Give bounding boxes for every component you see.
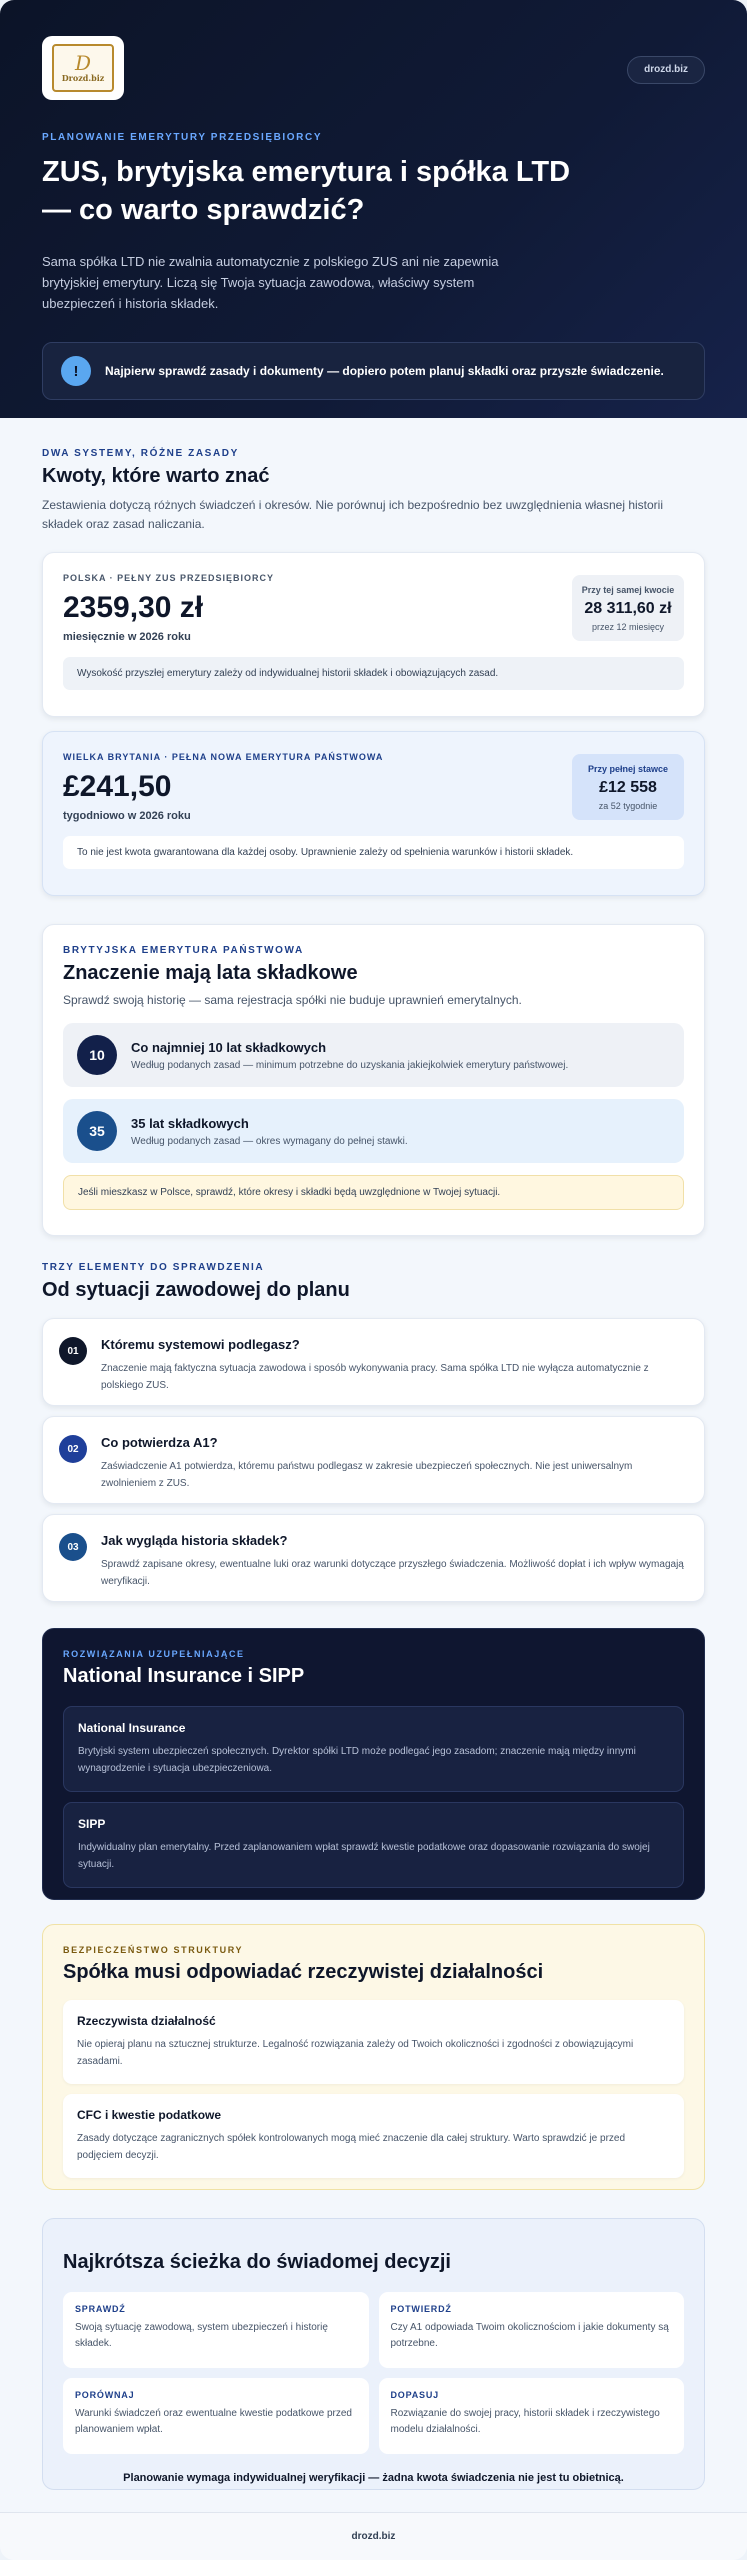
hero-section (0, 0, 747, 418)
path-step-title: PORÓWNAJ (75, 2390, 135, 2400)
safety-section (0, 1924, 747, 2190)
years-item-title: 35 lat składkowych (131, 1115, 249, 1131)
path-step (63, 2292, 369, 2368)
path-card (42, 2218, 705, 2490)
path-step (379, 2292, 685, 2368)
logo[interactable] (42, 36, 124, 100)
step-text: Znaczenie mają faktyczna sytuacja zawodowa i sposób wykonywania pracy. Sama spółka LTD nie wyłącza automatycznie z polskiego ZUS. (101, 1363, 649, 1391)
compare-eyebrow: DWA SYSTEMY, RÓŻNE ZASADY (42, 448, 239, 459)
safety-item-title: CFC i kwestie podatkowe (77, 2108, 222, 2122)
step-number: 03 (59, 1533, 87, 1561)
logo-mark: D (74, 51, 92, 75)
check-step (42, 1416, 705, 1504)
safety-item-text: Nie opieraj planu na sztucznej strukturze. Legalność rozwiązania zależy od Twoich okoliczności i zgodności z obowiązującymi zasadami. (77, 2039, 634, 2067)
safety-item-text: Zasady dotyczące zagranicznych spółek kontrolowanych mogą mieć znaczenie dla całej struktury. Warto sprawdzić je przed podjęciem decyzji. (77, 2133, 626, 2161)
pl-amount: 2359,30 zł (63, 591, 204, 624)
years-card (42, 924, 705, 1236)
step-number: 01 (59, 1337, 87, 1365)
step-title: Któremu systemowi podlegasz? (101, 1337, 300, 1352)
extra-item (63, 1802, 684, 1888)
uk-side-label: Przy pełnej stawce (587, 764, 669, 774)
extra-title: National Insurance i SIPP (63, 1665, 305, 1687)
safety-card (42, 1924, 705, 2190)
path-title: Najkrótsza ścieżka do świadomej decyzji (63, 2251, 451, 2273)
uk-period: tygodniowo w 2026 roku (63, 810, 191, 822)
path-step-title: DOPASUJ (390, 2390, 439, 2400)
uk-label: WIELKA BRYTANIA · PEŁNA NOWA EMERYTURA PAŃSTWOWA (63, 752, 384, 762)
extra-item-text: Indywidualny plan emerytalny. Przed zaplanowaniem wpłat sprawdź kwestie podatkowe oraz dopasowanie rozwiązania do swojej sytuacji. (78, 1842, 650, 1870)
path-step-text: Czy A1 odpowiada Twoim okolicznościom i jakie dokumenty są potrzebne. (390, 2322, 669, 2349)
years-item-text: Według podanych zasad — okres wymagany do pełnej stawki. (131, 1135, 408, 1147)
years-title: Znaczenie mają lata składkowe (63, 962, 358, 984)
hero-lead: Sama spółka LTD nie zwalnia automatycznie z polskiego ZUS ani nie zapewnia brytyjskiej emerytury. Liczą się Twoja sytuacja zawodowa, właściwy system ubezpieczeń i historia składek. (42, 254, 499, 311)
path-step (379, 2378, 685, 2454)
step-title: Jak wygląda historia składek? (101, 1533, 288, 1548)
check-eyebrow: TRZY ELEMENTY DO SPRAWDZENIA (42, 1262, 265, 1273)
pl-side-amount: 28 311,60 zł (584, 600, 672, 617)
years-number-badge: 10 (77, 1035, 117, 1075)
path-final-note: Planowanie wymaga indywidualnej weryfikacji — żadna kwota świadczenia nie jest tu obietnicą. (123, 2472, 624, 2484)
years-item-text: Według podanych zasad — minimum potrzebne do uzyskania jakiejkolwiek emerytury państwowej. (131, 1059, 569, 1071)
safety-eyebrow: BEZPIECZEŃSTWO STRUKTURY (63, 1945, 244, 1955)
footer (0, 2512, 747, 2560)
hero-eyebrow: PLANOWANIE EMERYTURY PRZEDSIĘBIORCY (42, 132, 323, 143)
uk-side-period: za 52 tygodnie (598, 801, 658, 811)
pl-side-box (572, 575, 684, 641)
years-item-title: Co najmniej 10 lat składkowych (131, 1039, 327, 1055)
safety-item (63, 2094, 684, 2178)
years-lead: Sprawdź swoją historię — sama rejestracja spółki nie buduje uprawnień emerytalnych. (63, 993, 522, 1007)
step-number: 02 (59, 1435, 87, 1463)
pl-period: miesięcznie w 2026 roku (63, 631, 191, 643)
compare-title: Kwoty, które warto znać (42, 465, 270, 487)
compare-lead: Zestawienia dotyczą różnych świadczeń i okresów. Nie porównuj ich bezpośrednio bez uwzględnienia własnej historii składek oraz zasad naliczania. (42, 498, 663, 531)
path-step-title: POTWIERDŹ (390, 2304, 452, 2314)
logo-emblem (52, 44, 114, 92)
safety-item (63, 2000, 684, 2084)
uk-amount: £241,50 (63, 770, 172, 803)
site-badge-link[interactable]: drozd.biz (627, 56, 705, 84)
extra-item-text: Brytyjski system ubezpieczeń społecznych. Dyrektor spółki LTD może podlegać jego zasadom; znaczenie mają między innymi wynagrodzenie i sytuacja ubezpieczeniowa. (78, 1746, 636, 1774)
extra-eyebrow: ROZWIĄZANIA UZUPEŁNIAJĄCE (63, 1649, 245, 1659)
path-step-text: Rozwiązanie do swojej pracy, historii składek i rzeczywistego modelu działalności. (390, 2408, 660, 2435)
years-eyebrow: BRYTYJSKA EMERYTURA PAŃSTWOWA (63, 945, 304, 956)
pl-note: Wysokość przyszłej emerytury zależy od indywidualnej historii składek i obowiązujących zasad. (63, 657, 684, 690)
safety-item-title: Rzeczywista działalność (77, 2014, 216, 2028)
uk-amount-card (42, 731, 705, 896)
extra-item-title: National Insurance (78, 1721, 186, 1735)
uk-side-box (572, 754, 684, 820)
page-title: ZUS, brytyjska emerytura i spółka LTD — co warto sprawdzić? (42, 156, 571, 226)
step-text: Zaświadczenie A1 potwierdza, któremu państwu podlegasz w zakresie ubezpieczeń społecznych. Nie jest uniwersalnym zwolnieniem z ZUS. (101, 1461, 633, 1489)
path-grid (63, 2292, 684, 2454)
years-item (63, 1099, 684, 1163)
step-text: Sprawdź zapisane okresy, ewentualne luki oraz warunki dotyczące przyszłego świadczenia. Możliwość dopłat i ich wpływ wymagają weryfikacji. (101, 1559, 684, 1587)
pl-amount-card (42, 552, 705, 717)
path-step-text: Warunki świadczeń oraz ewentualne kwestie podatkowe przed planowaniem wpłat. (75, 2408, 352, 2435)
check-step (42, 1318, 705, 1406)
footer-link[interactable]: drozd.biz (351, 2531, 396, 2542)
years-item (63, 1023, 684, 1087)
compare-section (0, 448, 747, 896)
extra-item-title: SIPP (78, 1817, 106, 1831)
exclamation-icon: ! (61, 356, 91, 386)
check-title: Od sytuacji zawodowej do planu (42, 1279, 350, 1301)
path-section (0, 2218, 747, 2490)
pl-side-label: Przy tej samej kwocie (581, 585, 675, 595)
path-step (63, 2378, 369, 2454)
uk-note: To nie jest kwota gwarantowana dla każdej osoby. Uprawnienie zależy od spełnienia warunków i historii składek. (63, 836, 684, 869)
extra-item (63, 1706, 684, 1792)
step-title: Co potwierdza A1? (101, 1435, 218, 1450)
hero-alert-text: Najpierw sprawdź zasady i dokumenty — dopiero potem planuj składki oraz przyszłe świadczenie. (105, 364, 664, 378)
check-step (42, 1514, 705, 1602)
pl-label: POLSKA · PEŁNY ZUS PRZEDSIĘBIORCY (63, 573, 275, 583)
years-number-badge: 35 (77, 1111, 117, 1151)
extra-card (42, 1628, 705, 1900)
hero-alert (42, 342, 705, 400)
path-step-text: Swoją sytuację zawodową, system ubezpieczeń i historię składek. (75, 2322, 328, 2349)
extra-section (0, 1628, 747, 1900)
check-section (0, 1262, 747, 1602)
years-section (0, 924, 747, 1236)
uk-side-amount: £12 558 (599, 779, 657, 796)
safety-title: Spółka musi odpowiadać rzeczywistej działalności (63, 1961, 544, 1983)
logo-text: Drozd.biz (61, 73, 105, 83)
path-step-title: SPRAWDŹ (75, 2304, 126, 2314)
pl-side-period: przez 12 miesięcy (591, 622, 665, 632)
years-warning: Jeśli mieszkasz w Polsce, sprawdź, które okresy i składki będą uwzględnione w Twojej sytuacji. (63, 1175, 684, 1210)
